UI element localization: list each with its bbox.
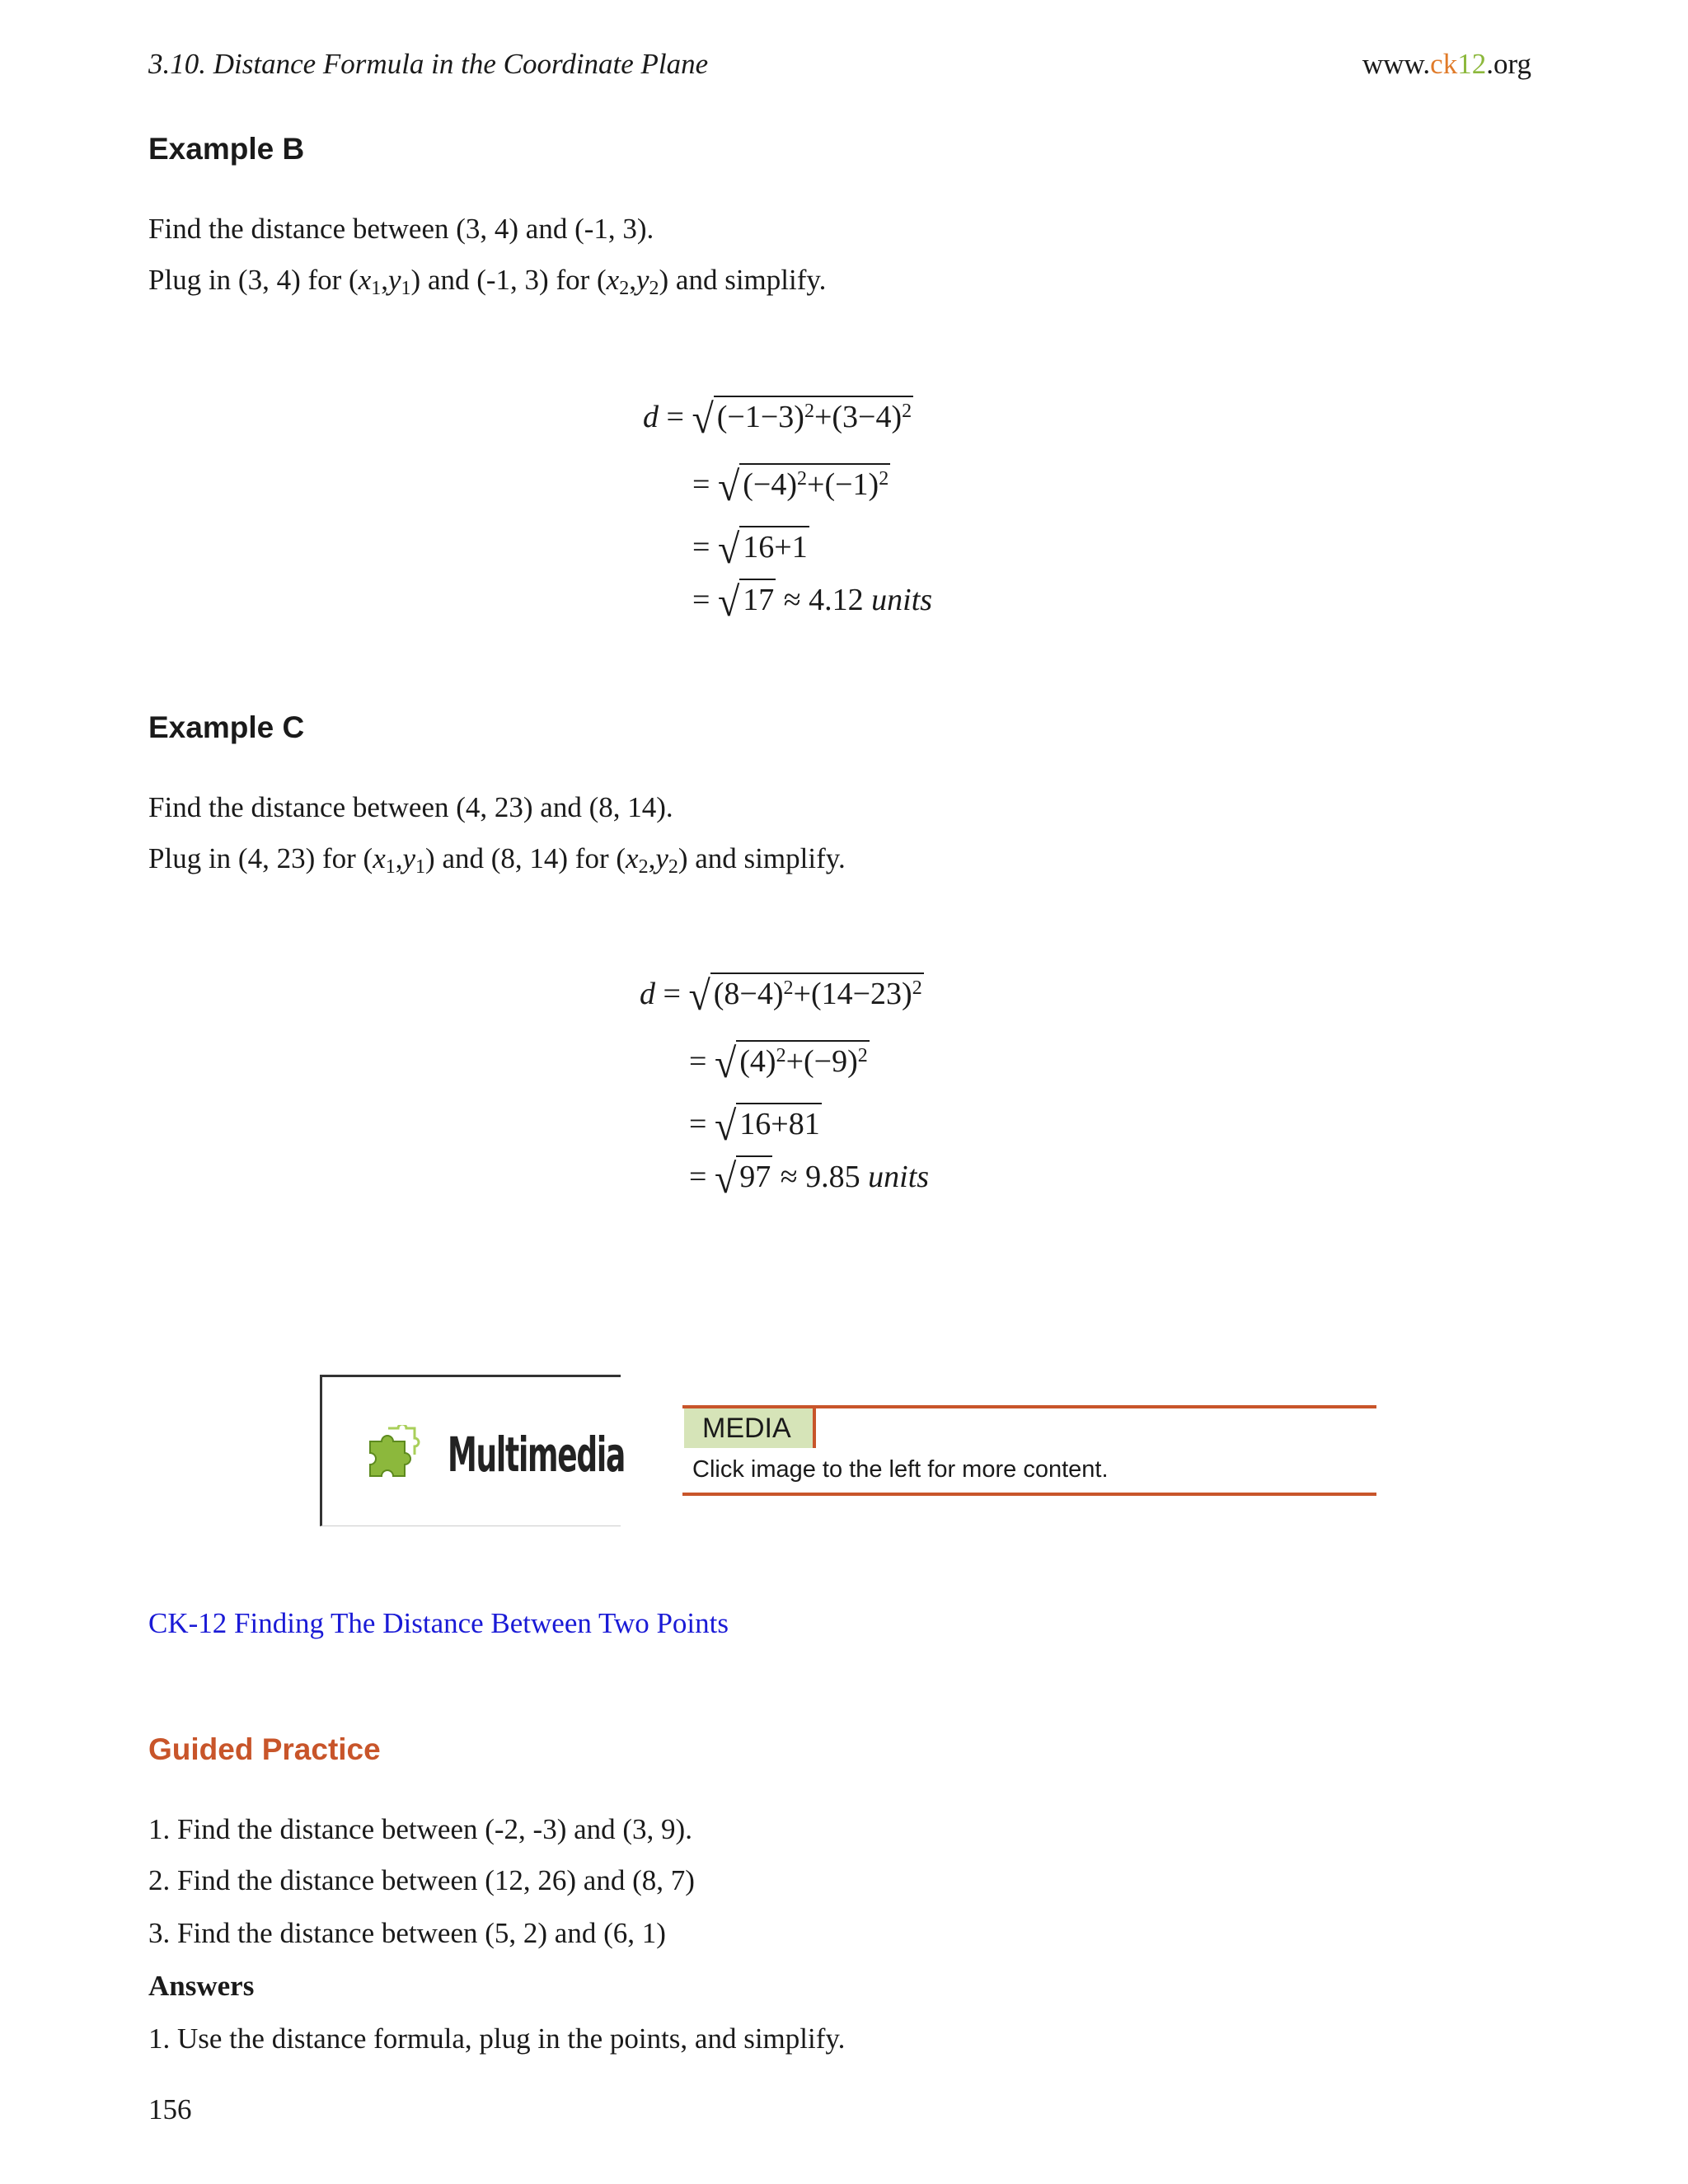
example-b-heading: Example B xyxy=(148,132,305,166)
practice-item-2: 2. Find the distance between (12, 26) and (8, 7) xyxy=(148,1864,695,1896)
equation-c-step2: = √ $(4)^2+(-9)^2$ xyxy=(689,1040,868,1087)
page-number: 156 xyxy=(148,2093,192,2125)
example-c-heading: Example C xyxy=(148,710,305,744)
example-c-line1: Find the distance between (4, 23) and (8, 14). xyxy=(148,791,673,823)
practice-item-3: 3. Find the distance between (5, 2) and (6, 1) xyxy=(148,1917,666,1949)
example-c-line2: Plug in (4, 23) for $(x_1,y_1)$ and (8, 14) for $(x_2,y_2)$ and simplify. xyxy=(148,842,846,878)
puzzle-icon xyxy=(363,1425,421,1483)
equation-b-step3: = √ 16+1 xyxy=(692,526,808,573)
equation-c-step3: = √ 16+81 xyxy=(689,1103,820,1150)
running-header-site: www.ck12.org xyxy=(1362,48,1531,80)
equation-b-step4: = √ 17 ≈ 4.12 units xyxy=(692,579,933,626)
multimedia-label: Multimedia xyxy=(448,1427,626,1483)
equation-c-step1: d = √ $(8-4)^2+(14-23)^2$ xyxy=(640,972,922,1019)
equation-b-step1: d = √ $(-1-3)^2+(3-4)^2$ xyxy=(643,396,912,443)
media-panel xyxy=(682,1405,1376,1497)
video-link[interactable]: CK-12 Finding The Distance Between Two Points xyxy=(148,1607,729,1639)
practice-item-1: 1. Find the distance between (-2, -3) and (3, 9). xyxy=(148,1813,692,1845)
multimedia-image-link[interactable] xyxy=(320,1375,626,1526)
example-b-line1: Find the distance between (3, 4) and (-1, 3). xyxy=(148,213,654,245)
answers-label: Answers xyxy=(148,1970,255,2002)
guided-practice-heading: Guided Practice xyxy=(148,1732,381,1766)
equation-c-step4: = √ 97 ≈ 9.85 units xyxy=(689,1155,930,1202)
equation-b-step2: = √ $(-4)^2+(-1)^2$ xyxy=(692,463,889,510)
example-b-line2: Plug in (3, 4) for $(x_1,y_1)$ and (-1, 3) for $(x_2,y_2)$ and simplify. xyxy=(148,264,827,299)
answer-1: 1. Use the distance formula, plug in the points, and simplify. xyxy=(148,2022,846,2055)
media-caption: Click image to the left for more content. xyxy=(692,1456,1109,1483)
media-tag: MEDIA xyxy=(684,1408,816,1448)
media-bottom-rule xyxy=(682,1493,1376,1496)
running-header-title: 3.10. Distance Formula in the Coordinate Plane xyxy=(148,48,709,80)
